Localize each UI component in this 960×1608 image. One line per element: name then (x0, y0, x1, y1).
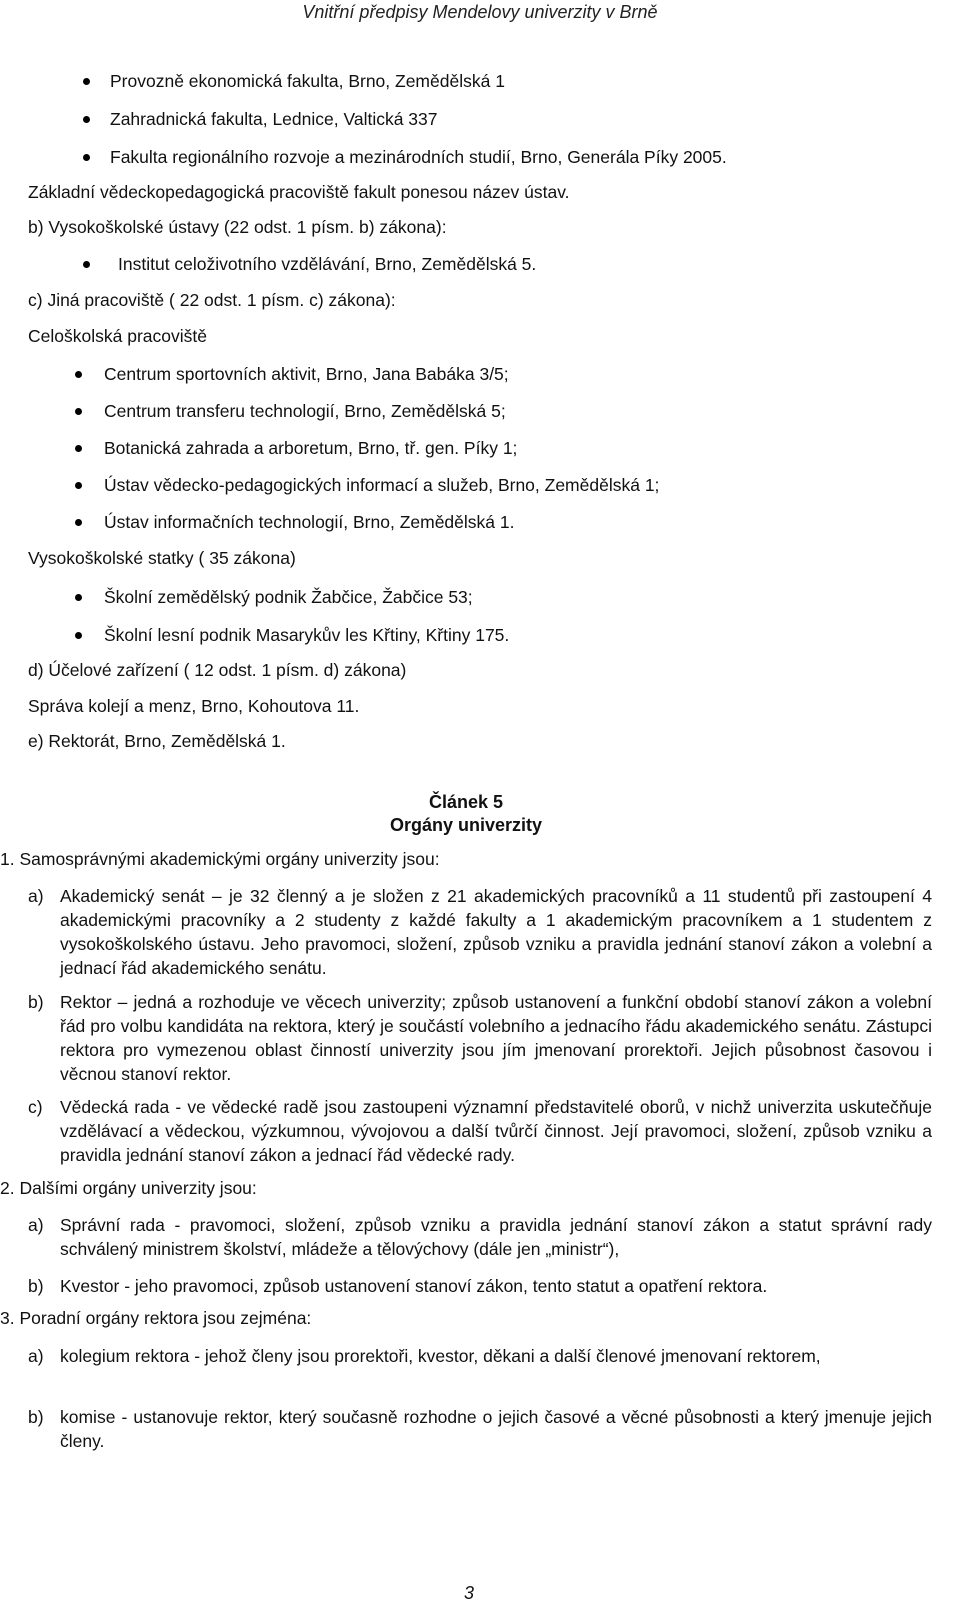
point3-a-label: a) (28, 1346, 44, 1366)
faculty-item: Zahradnická fakulta, Lednice, Valtická 337 (110, 109, 438, 129)
statky-item: Školní lesní podnik Masarykův les Křtiny, Křtiny 175. (104, 625, 510, 645)
section-e: e) Rektorát, Brno, Zemědělská 1. (28, 731, 286, 751)
point3-title: 3. Poradní orgány rektora jsou zejména: (0, 1308, 312, 1328)
point2-title: 2. Dalšími orgány univerzity jsou: (0, 1178, 257, 1198)
section-c-item: Ústav informačních technologií, Brno, Zemědělská 1. (104, 512, 515, 532)
point1-c-text: Vědecká rada - ve vědecké radě jsou zastoupeni významní představitelé oborů, v nichž univerzita uskutečňuje vzdělávací a vědeckou, výzkumnou, vývojovou a další tvůrčí činnost. Její pravomoci, složení, způsob vzniku a pravidla jednání stanoví zákon a jednací řád vědecké rady. (60, 1097, 932, 1165)
section-c-subtitle: Celoškolská pracoviště (28, 326, 207, 346)
faculty-note: Základní vědeckopedagogická pracoviště fakult ponesou název ústav. (28, 182, 570, 202)
point2-a-label: a) (28, 1215, 44, 1235)
bullet (83, 116, 90, 123)
section-d-item: Správa kolejí a menz, Brno, Kohoutova 11. (28, 696, 360, 716)
statky-title: Vysokoškolské statky ( 35 zákona) (28, 548, 296, 568)
point2-b-text: Kvestor - jeho pravomoci, způsob ustanovení stanoví zákon, tento statut a opatření rektora. (60, 1276, 768, 1296)
bullet (75, 632, 82, 639)
bullet (75, 371, 82, 378)
section-d-title: d) Účelové zařízení ( 12 odst. 1 písm. d) zákona) (28, 660, 407, 680)
bullet (75, 482, 82, 489)
point1-c-label: c) (28, 1097, 43, 1117)
point1-a-text: Akademický senát – je 32 členný a je složen z 21 akademických pracovníků a 11 studentů při zastoupení 4 akademickými pracovníky a 2 studenty z každé fakulty a 1 akademickým pracovníkem a 1 studentem z vysokoškolského ústavu. Jeho pravomoci, složení, způsob vzniku a pravidla jednání stanoví zákon a volební a jednací řád akademického senátu. (60, 886, 932, 978)
section-c-title: c) Jiná pracoviště ( 22 odst. 1 písm. c) zákona): (28, 290, 396, 310)
bullet (83, 154, 90, 161)
statky-item: Školní zemědělský podnik Žabčice, Žabčice 53; (104, 587, 473, 607)
section-b-title: b) Vysokoškolské ústavy (22 odst. 1 písm. b) zákona): (28, 217, 447, 237)
bullet (75, 408, 82, 415)
bullet (75, 594, 82, 601)
point2-a-text: Správní rada - pravomoci, složení, způsob vzniku a pravidla jednání stanoví zákon a statut správní rady schválený ministrem školství, mládeže a tělovýchovy (dále jen „ministr“), (60, 1215, 932, 1259)
point3-b-label: b) (28, 1407, 44, 1427)
section-c-item: Centrum transferu technologií, Brno, Zemědělská 5; (104, 401, 506, 421)
article-number: Článek 5 (428, 792, 504, 812)
section-b-item: Institut celoživotního vzdělávání, Brno, Zemědělská 5. (118, 254, 537, 274)
section-c-item: Centrum sportovních aktivit, Brno, Jana Babáka 3/5; (104, 364, 509, 384)
faculty-item: Provozně ekonomická fakulta, Brno, Zemědělská 1 (110, 71, 505, 91)
point1-title: 1. Samosprávnými akademickými orgány univerzity jsou: (0, 849, 440, 869)
bullet (75, 445, 82, 452)
article-title: Orgány univerzity (389, 815, 543, 835)
page-header: Vnitřní předpisy Mendelovy univerzity v Brně (302, 2, 658, 22)
point1-b-text: Rektor – jedná a rozhoduje ve věcech univerzity; způsob ustanovení a funkční období stanoví zákon a volební řád pro volbu kandidáta na rektora, který je součástí volebního a jednacího řádu akademického senátu. Zástupci rektora pro vymezenou oblast činností univerzity jsou jím jmenovaní prorektoři. Jejich působnost časovou i věcnou stanoví rektor. (60, 992, 932, 1084)
section-c-item: Botanická zahrada a arboretum, Brno, tř. gen. Píky 1; (104, 438, 518, 458)
bullet (83, 261, 90, 268)
bullet (75, 519, 82, 526)
page-number: 3 (464, 1583, 475, 1603)
point1-b-label: b) (28, 992, 44, 1012)
bullet (83, 78, 90, 85)
point2-b-label: b) (28, 1276, 44, 1296)
section-c-item: Ústav vědecko-pedagogických informací a služeb, Brno, Zemědělská 1; (104, 475, 660, 495)
point1-a-label: a) (28, 886, 44, 906)
point3-a-text: kolegium rektora - jehož členy jsou prorektoři, kvestor, děkani a další členové jmenovaní rektorem, (60, 1346, 821, 1366)
point3-b-text: komise - ustanovuje rektor, který současně rozhodne o jejich časové a věcné působnosti a který jmenuje jejich členy. (60, 1407, 932, 1451)
faculty-item: Fakulta regionálního rozvoje a mezinárodních studií, Brno, Generála Píky 2005. (110, 147, 727, 167)
